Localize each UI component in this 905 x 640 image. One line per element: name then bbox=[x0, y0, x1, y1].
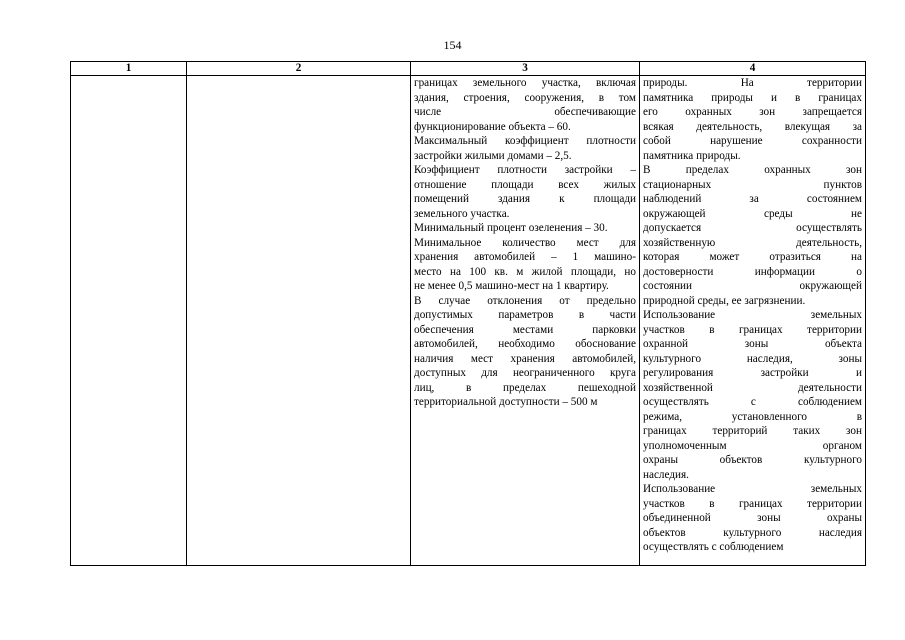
cell-col-4 bbox=[640, 76, 866, 566]
col4-text bbox=[643, 76, 862, 565]
cell-col-1 bbox=[71, 76, 187, 566]
paragraph bbox=[643, 76, 862, 163]
paragraph bbox=[414, 221, 636, 236]
text-line: Минимальное количество мест для bbox=[414, 236, 636, 249]
text-line: достоверности информации о bbox=[643, 265, 862, 278]
text-line: участков в границах территории bbox=[643, 497, 862, 510]
text-line: доступных для неограниченного круга bbox=[414, 367, 636, 379]
text-line: хозяйственную деятельность, bbox=[643, 236, 862, 249]
text-line: Минимальный процент озеленения – 30. bbox=[414, 222, 608, 234]
paragraph bbox=[643, 308, 862, 482]
text-line: В пределах охранных зон bbox=[643, 164, 862, 176]
text-line: отношение площади всех жилых bbox=[414, 178, 636, 191]
text-line: осуществлять с соблюдением bbox=[643, 541, 784, 553]
header-col-4: 4 bbox=[640, 62, 866, 76]
text-line: регулирования застройки и bbox=[643, 367, 862, 379]
text-line: лиц, в пределах пешеходной bbox=[414, 381, 636, 394]
text-line: хранения автомобилей – 1 машино- bbox=[414, 251, 636, 263]
text-line: место на 100 кв. м жилой площади, но bbox=[414, 265, 636, 278]
text-line: природы. На территории bbox=[643, 77, 862, 89]
text-line: границах земельного участка, включая bbox=[414, 77, 636, 89]
text-line: наследия. bbox=[643, 468, 689, 481]
text-line: Максимальный коэффициент плотности bbox=[414, 135, 636, 147]
text-line: земельного участка. bbox=[414, 207, 510, 220]
text-line: состоянии окружающей bbox=[643, 280, 862, 292]
table-row bbox=[71, 76, 866, 566]
text-line: не менее 0,5 машино-мест на 1 квартиру. bbox=[414, 280, 609, 292]
text-line: режима, установленного в bbox=[643, 410, 862, 423]
text-line: допустимых параметров в части bbox=[414, 309, 636, 321]
paragraph bbox=[643, 482, 862, 555]
text-line: помещений здания к площади bbox=[414, 193, 636, 205]
page-number: 154 bbox=[443, 38, 462, 52]
text-line: территориальной доступности – 500 м bbox=[414, 396, 598, 408]
text-line: хозяйственной деятельности bbox=[643, 381, 862, 394]
text-line: культурного наследия, зоны bbox=[643, 352, 862, 365]
text-line: числе обеспечивающие bbox=[414, 106, 636, 118]
text-line: памятника природы. bbox=[643, 149, 741, 162]
header-col-1: 1 bbox=[71, 62, 187, 76]
text-line: застройки жилыми домами – 2,5. bbox=[414, 149, 572, 162]
text-line: объединенной зоны охраны bbox=[643, 512, 862, 524]
text-line: границах территорий таких зон bbox=[643, 425, 862, 437]
text-line: обеспечения местами парковки bbox=[414, 323, 636, 336]
text-line: охранной зоны объекта bbox=[643, 338, 862, 350]
text-line: уполномоченным органом bbox=[643, 439, 862, 452]
paragraph bbox=[414, 236, 636, 294]
text-line: наличия мест хранения автомобилей, bbox=[414, 352, 636, 365]
text-line: которая может отразиться на bbox=[643, 251, 862, 263]
text-line: природной среды, ее загрязнении. bbox=[643, 294, 806, 307]
text-line: В случае отклонения от предельно bbox=[414, 294, 636, 307]
regulations-table bbox=[70, 61, 866, 566]
paragraph bbox=[414, 163, 636, 221]
text-line: всякая деятельность, влекущая за bbox=[643, 120, 862, 133]
text-line: наблюдений за состоянием bbox=[643, 193, 862, 205]
text-line: стационарных пунктов bbox=[643, 178, 862, 191]
text-line: Использование земельных bbox=[643, 309, 862, 321]
text-line: охраны объектов культурного bbox=[643, 454, 862, 466]
table-header-row bbox=[71, 62, 866, 76]
header-col-3: 3 bbox=[411, 62, 640, 76]
text-line: функционирование объекта – 60. bbox=[414, 120, 571, 133]
text-line: автомобилей, необходимо обоснование bbox=[414, 338, 636, 350]
cell-col-2 bbox=[187, 76, 411, 566]
cell-col-3 bbox=[411, 76, 640, 566]
paragraph bbox=[643, 163, 862, 308]
text-line: Использование земельных bbox=[643, 483, 862, 495]
paragraph bbox=[414, 294, 636, 410]
paragraph bbox=[414, 76, 636, 134]
text-line: участков в границах территории bbox=[643, 323, 862, 336]
text-line: памятника природы и в границах bbox=[643, 91, 862, 104]
text-line: окружающей среды не bbox=[643, 207, 862, 220]
text-line: допускается осуществлять bbox=[643, 222, 862, 234]
text-line: его охранных зон запрещается bbox=[643, 106, 862, 118]
text-line: объектов культурного наследия bbox=[643, 526, 862, 539]
col3-text bbox=[414, 76, 636, 565]
header-col-2: 2 bbox=[187, 62, 411, 76]
text-line: собой нарушение сохранности bbox=[643, 135, 862, 147]
text-line: осуществлять с соблюдением bbox=[643, 396, 862, 408]
paragraph bbox=[414, 134, 636, 163]
text-line: Коэффициент плотности застройки – bbox=[414, 164, 636, 176]
text-line: здания, строения, сооружения, в том bbox=[414, 91, 636, 104]
